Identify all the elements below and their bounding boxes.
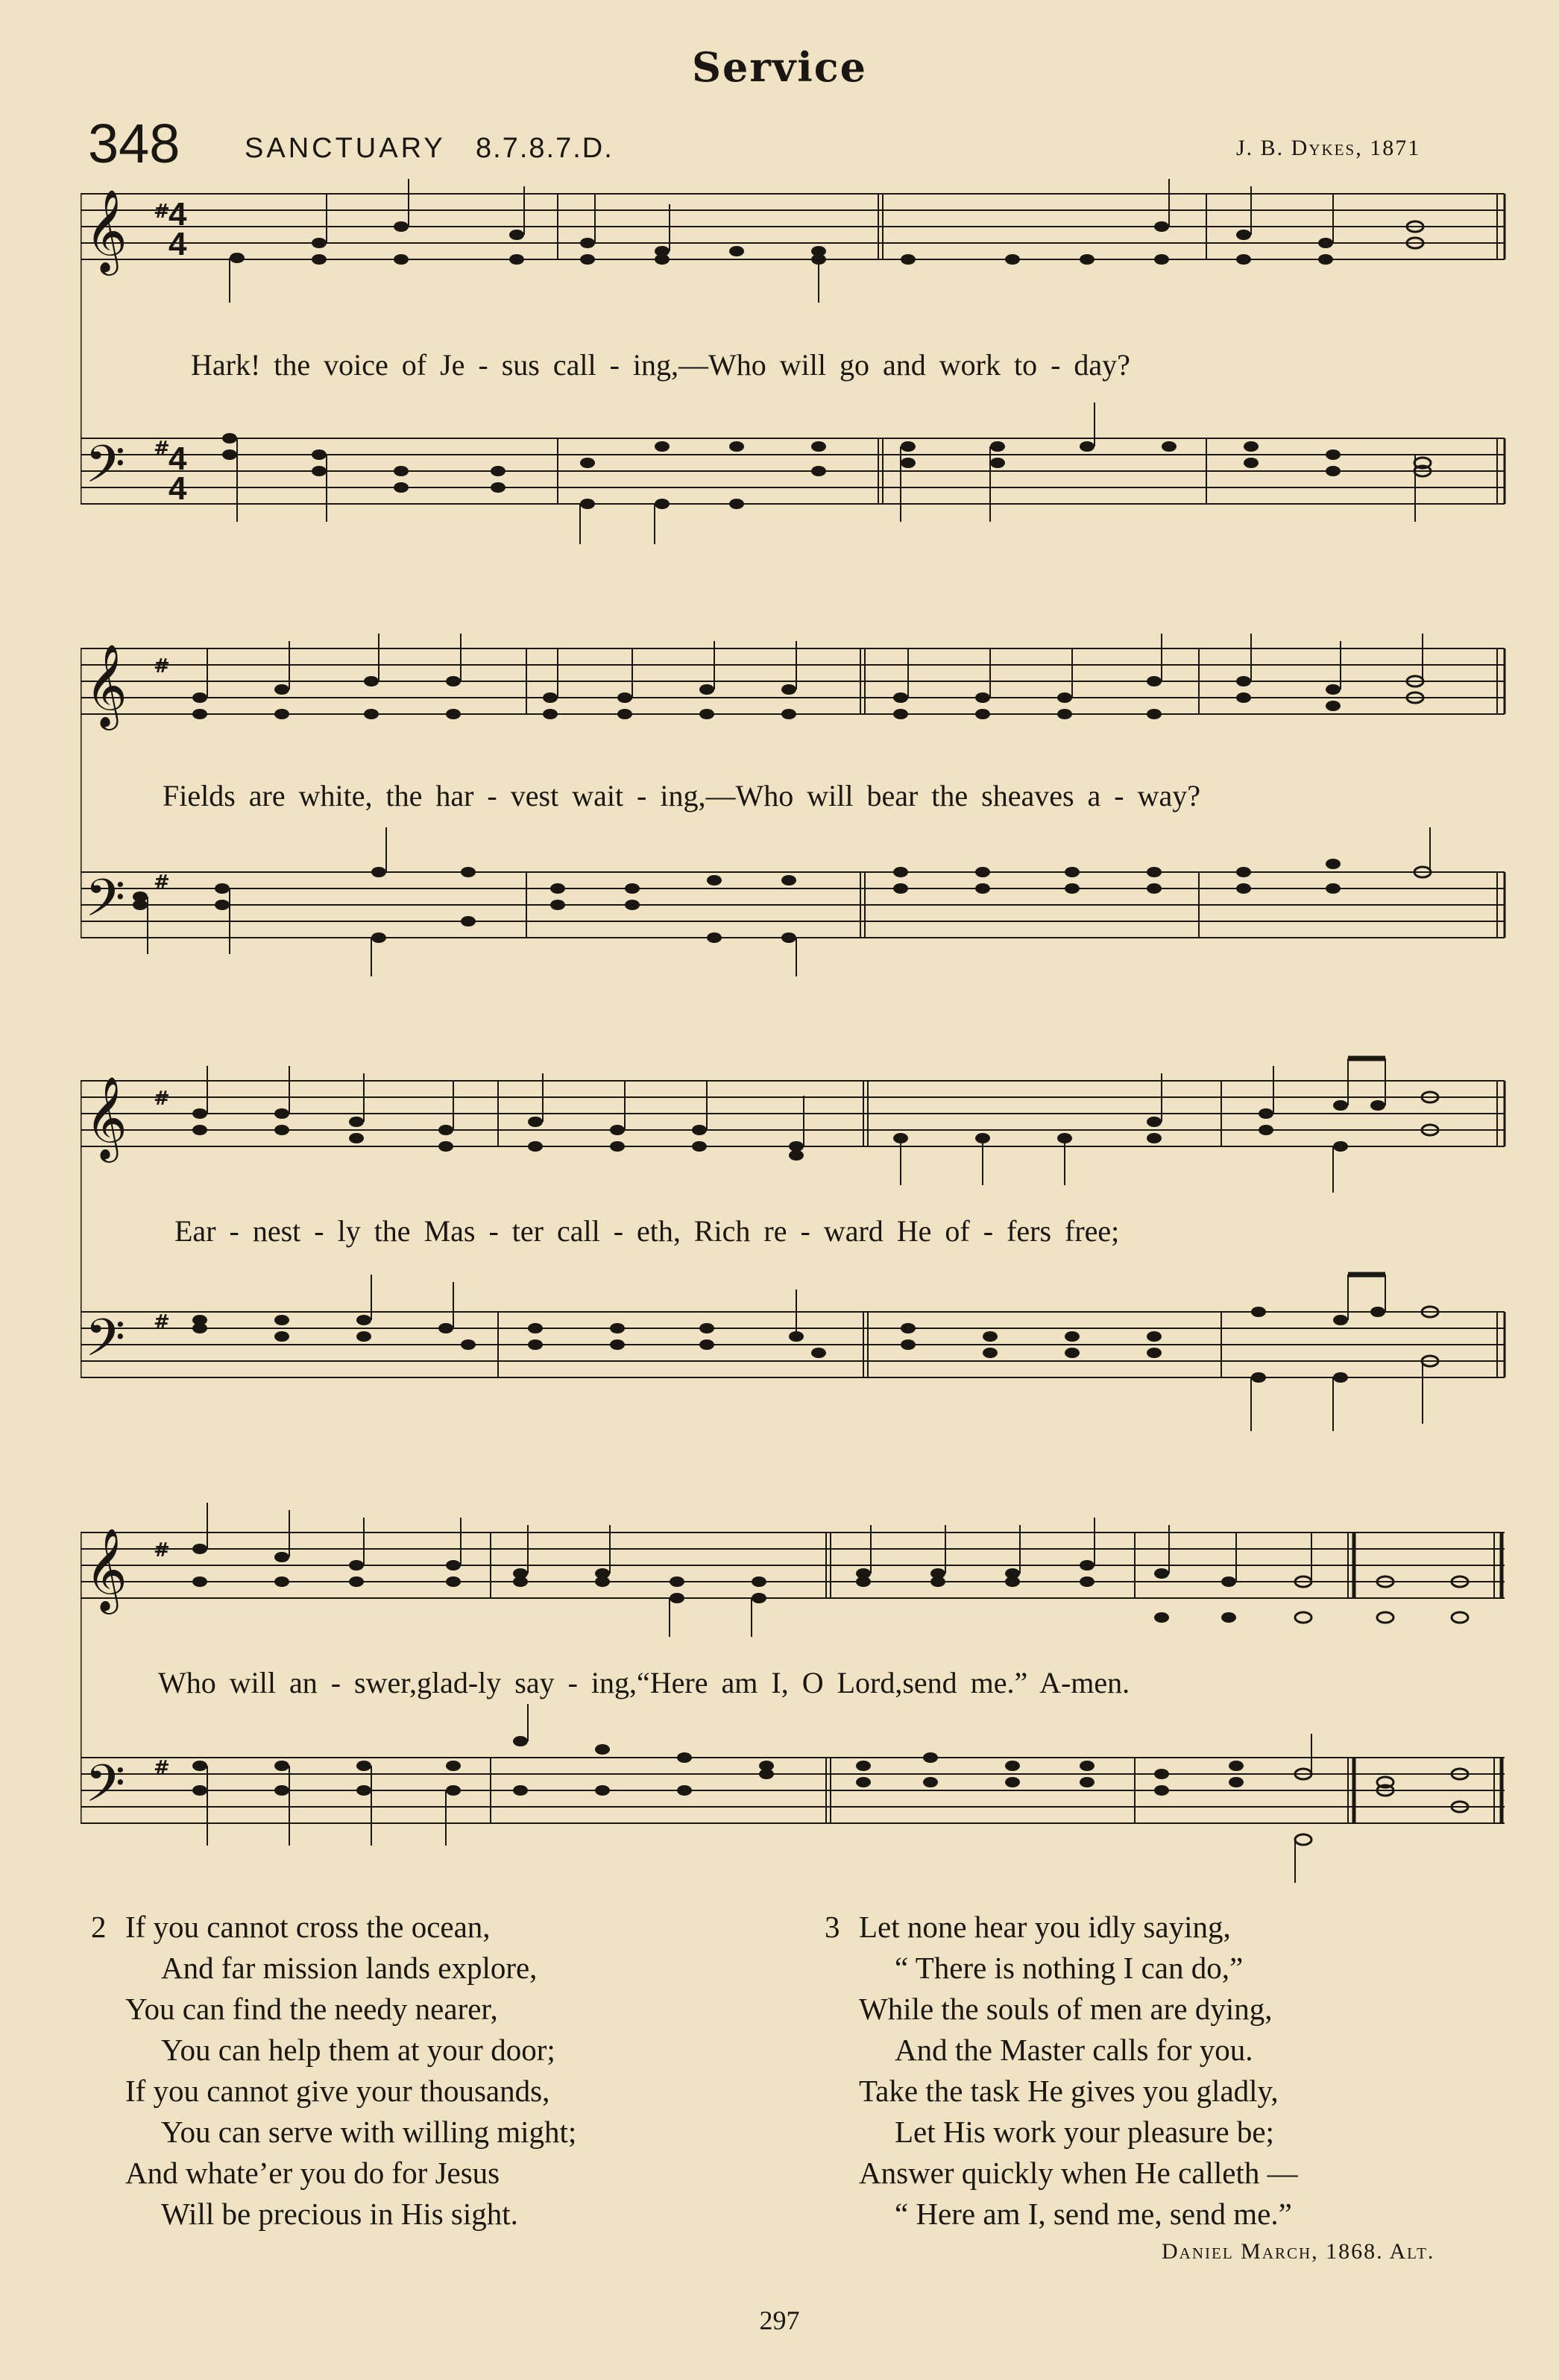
composer-credit: J. B. Dykes, 1871 bbox=[1236, 136, 1421, 160]
svg-text:𝄞: 𝄞 bbox=[85, 189, 127, 272]
verse-line: While the souls of men are dying, bbox=[859, 1992, 1273, 2026]
svg-text:𝄢: 𝄢 bbox=[85, 1307, 126, 1380]
music-system-2 bbox=[81, 604, 1512, 976]
tune-name: SANCTUARY bbox=[245, 133, 446, 164]
svg-text:#: # bbox=[154, 438, 170, 460]
verse-line: If you cannot give your thousands, bbox=[125, 2074, 550, 2108]
svg-text:#: # bbox=[154, 1539, 170, 1562]
svg-text:4: 4 bbox=[169, 196, 187, 233]
verse-line: And the Master calls for you. bbox=[895, 2033, 1253, 2067]
verse-line: “ Here am I, send me, send me.” bbox=[895, 2197, 1292, 2231]
meter: 8.7.8.7.D. bbox=[476, 133, 614, 164]
svg-text:#: # bbox=[154, 655, 170, 678]
verse-line: Will be precious in His sight. bbox=[161, 2197, 518, 2231]
verse-line: And far mission lands explore, bbox=[161, 1951, 538, 1985]
verse-line: You can serve with willing might; bbox=[161, 2115, 577, 2149]
svg-text:4: 4 bbox=[169, 226, 187, 262]
svg-text:4: 4 bbox=[169, 441, 187, 477]
svg-text:#: # bbox=[154, 201, 170, 223]
music-system-4 bbox=[81, 1488, 1512, 1890]
verse-line: You can help them at your door; bbox=[161, 2033, 555, 2067]
svg-text:𝄞: 𝄞 bbox=[85, 643, 127, 727]
svg-text:#: # bbox=[154, 871, 170, 894]
svg-text:#: # bbox=[154, 1088, 170, 1110]
svg-text:#: # bbox=[154, 1757, 170, 1779]
lyric-line-2: Fields are white, the har - vest wait - ing,—Who will bear the sheaves a - way? bbox=[163, 779, 1201, 812]
verse-line: If you cannot cross the ocean, bbox=[125, 1910, 491, 1944]
svg-text:𝄢: 𝄢 bbox=[85, 868, 126, 941]
svg-text:𝄢: 𝄢 bbox=[85, 1753, 126, 1826]
lyric-line-4: Who will an - swer,glad-ly say - ing,“Here am I, O Lord,send me.” A-men. bbox=[158, 1666, 1130, 1699]
author-attribution: Daniel March, 1868. Alt. bbox=[1162, 2239, 1435, 2264]
svg-text:𝄞: 𝄞 bbox=[85, 1527, 127, 1611]
verse-line: Answer quickly when He calleth — bbox=[859, 2156, 1298, 2190]
stanza-number: 2 bbox=[91, 1910, 107, 1944]
svg-text:𝄞: 𝄞 bbox=[85, 1076, 127, 1159]
verse-line: Take the task He gives you gladly, bbox=[859, 2074, 1279, 2108]
lyric-line-1: Hark! the voice of Je - sus call - ing,—Who will go and work to - day? bbox=[191, 348, 1130, 382]
verse-line: Let His work your pleasure be; bbox=[895, 2115, 1274, 2149]
verse-line: Let none hear you idly saying, bbox=[859, 1910, 1231, 1944]
music-system-3 bbox=[81, 1036, 1512, 1439]
svg-text:#: # bbox=[154, 1311, 170, 1333]
verse-line: You can find the needy nearer, bbox=[125, 1992, 498, 2026]
verse-line: And whate’er you do for Jesus bbox=[125, 2156, 500, 2190]
stanza-3 bbox=[825, 1907, 1298, 2235]
stanza-number: 3 bbox=[825, 1910, 840, 1944]
svg-text:4: 4 bbox=[169, 470, 187, 507]
svg-text:𝄢: 𝄢 bbox=[85, 434, 126, 507]
lyric-line-3: Ear - nest - ly the Mas - ter call - eth, Rich re - ward He of - fers free; bbox=[174, 1214, 1120, 1248]
page-header-title: Service bbox=[692, 43, 867, 91]
stanza-2 bbox=[91, 1907, 577, 2235]
hymn-number: 348 bbox=[88, 113, 180, 174]
music-system-1 bbox=[81, 171, 1512, 544]
verse-line: “ There is nothing I can do,” bbox=[895, 1951, 1244, 1985]
page-number: 297 bbox=[759, 2305, 800, 2335]
